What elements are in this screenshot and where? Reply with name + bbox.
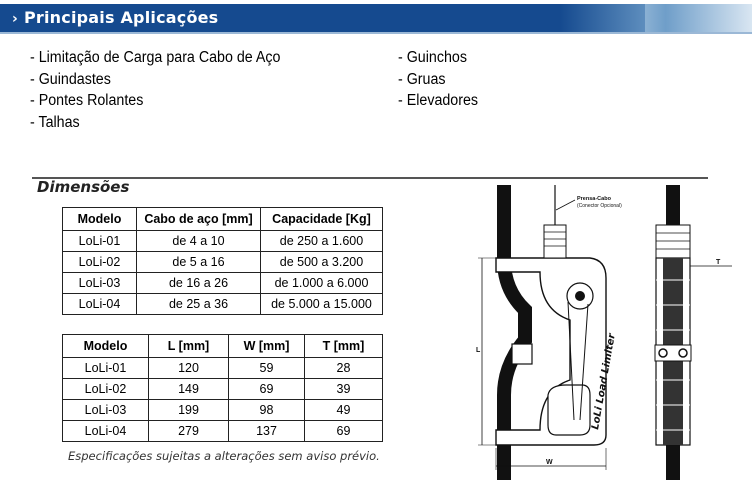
table-row: [63, 379, 383, 400]
table-cell: 199: [149, 400, 229, 421]
applications-list-right: [398, 47, 478, 112]
table-header-row: [63, 208, 383, 231]
dimensions-title: Dimensões: [37, 178, 130, 196]
table-cell: 28: [305, 358, 383, 379]
section-title: [12, 8, 218, 27]
bolt-icon: [659, 349, 667, 357]
table-row: [63, 400, 383, 421]
table-cell: 59: [229, 358, 305, 379]
dimensions-table: [62, 334, 383, 442]
table-cell: 279: [149, 421, 229, 442]
table-header-row: [63, 335, 383, 358]
cable-gland-side: [656, 225, 690, 258]
limiter-window: [548, 385, 590, 435]
load-limiter-drawing: [470, 180, 740, 485]
table-header-cell: L [mm]: [149, 335, 229, 358]
table-cell: LoLi-03: [63, 273, 137, 294]
callout-sublabel: (Conector Opcional): [577, 203, 622, 209]
section-title-text: Principais Aplicações: [23, 8, 219, 27]
table-row: [63, 273, 383, 294]
table-cell: LoLi-03: [63, 400, 149, 421]
dimension-label-L: L: [476, 347, 481, 354]
table-cell: de 5.000 a 15.000: [261, 294, 383, 315]
table-row: [63, 252, 383, 273]
chevron-right-icon: ›: [12, 11, 18, 27]
product-label: LoLi Load Limiter: [590, 332, 618, 431]
dimension-label-W: W: [546, 459, 553, 466]
application-item: - Gruas: [398, 70, 446, 88]
table-cell: 137: [229, 421, 305, 442]
table-cell: de 4 a 10: [137, 231, 261, 252]
table-header-cell: Cabo de aço [mm]: [137, 208, 261, 231]
banner-underline: [0, 32, 752, 34]
table-cell: 69: [305, 421, 383, 442]
table-row: [63, 231, 383, 252]
table-header-cell: Capacidade [Kg]: [261, 208, 383, 231]
table-cell: LoLi-02: [63, 379, 149, 400]
table-cell: de 16 a 26: [137, 273, 261, 294]
table-cell: de 250 a 1.600: [261, 231, 383, 252]
table-cell: 49: [305, 400, 383, 421]
callout-label: Prensa-Cabo: [577, 196, 611, 202]
application-item: - Guinchos: [398, 49, 467, 66]
application-item: - Pontes Rolantes: [30, 92, 144, 109]
capacity-table: [62, 207, 383, 315]
application-item: - Talhas: [30, 113, 80, 131]
cable-gland: [544, 225, 566, 258]
application-item: - Guindastes: [30, 70, 111, 88]
section-banner: [0, 0, 752, 34]
table-cell: LoLi-04: [63, 421, 149, 442]
table-header-cell: T [mm]: [305, 335, 383, 358]
pin-head: [575, 291, 585, 301]
table-header-cell: W [mm]: [229, 335, 305, 358]
table-cell: LoLi-02: [63, 252, 137, 273]
banner-fade: [560, 4, 752, 33]
table-cell: de 25 a 36: [137, 294, 261, 315]
table-header-cell: Modelo: [63, 335, 149, 358]
table-cell: LoLi-01: [63, 358, 149, 379]
specification-note: Especificações sujeitas a alterações sem aviso prévio.: [68, 449, 380, 463]
table-cell: de 1.000 a 6.000: [261, 273, 383, 294]
table-cell: de 5 a 16: [137, 252, 261, 273]
table-row: [63, 421, 383, 442]
table-cell: 98: [229, 400, 305, 421]
table-cell: 149: [149, 379, 229, 400]
table-cell: de 500 a 3.200: [261, 252, 383, 273]
applications-list-left: [30, 47, 280, 133]
table-cell: LoLi-01: [63, 231, 137, 252]
table-cell: LoLi-04: [63, 294, 137, 315]
table-header-cell: Modelo: [63, 208, 137, 231]
center-block: [512, 344, 532, 364]
table-cell: 39: [305, 379, 383, 400]
table-row: [63, 294, 383, 315]
table-row: [63, 358, 383, 379]
dimension-label-T: T: [716, 259, 721, 266]
dimensions-divider: [32, 177, 708, 179]
bolt-icon: [679, 349, 687, 357]
table-cell: 120: [149, 358, 229, 379]
application-item: - Limitação de Carga para Cabo de Aço: [30, 49, 281, 66]
table-cell: 69: [229, 379, 305, 400]
application-item: - Elevadores: [398, 92, 479, 109]
